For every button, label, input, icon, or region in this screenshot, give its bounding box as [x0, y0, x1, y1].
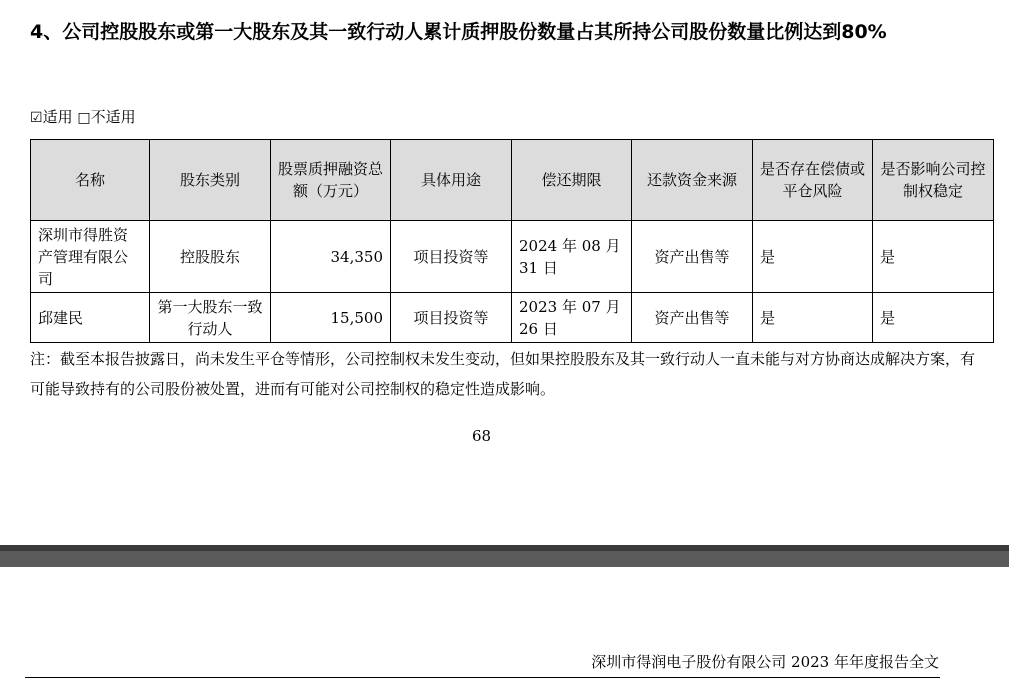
cell-liquidation-risk: 是 — [753, 221, 873, 293]
applicability-options — [30, 106, 136, 129]
cell-shareholder-type: 第一大股东一致行动人 — [150, 293, 271, 343]
table-note: 注：截至本报告披露日，尚未发生平仓等情形，公司控制权未发生变动，但如果控股股东及其一致行动人一直未能与对方协商达成解决方案，有可能导致持有的公司股份被处置，进而有可能对公司控制权的稳定性造成影响。 — [30, 350, 976, 398]
applicable-label: 适用 — [42, 108, 73, 126]
table-row — [31, 221, 994, 293]
cell-shareholder-type: 控股股东 — [150, 221, 271, 293]
header-pledge-amount: 股票质押融资总额（万元） — [271, 140, 391, 221]
cell-purpose: 项目投资等 — [391, 221, 512, 293]
cell-purpose: 项目投资等 — [391, 293, 512, 343]
cell-pledge-amount: 15,500 — [271, 293, 391, 343]
cell-repayment-source: 资产出售等 — [632, 221, 753, 293]
header-repayment-deadline: 偿还期限 — [512, 140, 632, 221]
header-name: 名称 — [31, 140, 150, 221]
cell-liquidation-risk: 是 — [753, 293, 873, 343]
cell-repayment-deadline: 2023 年 07 月 26 日 — [512, 293, 632, 343]
checked-box-icon: ☑ — [30, 110, 43, 126]
header-liquidation-risk: 是否存在偿债或平仓风险 — [753, 140, 873, 221]
pledge-table — [30, 139, 994, 343]
cell-name: 邱建民 — [31, 293, 150, 343]
header-shareholder-type: 股东类别 — [150, 140, 271, 221]
cell-control-impact: 是 — [873, 221, 994, 293]
page-number: 68 — [471, 427, 492, 445]
table-header-row — [31, 140, 994, 221]
header-repayment-source: 还款资金来源 — [632, 140, 753, 221]
not-applicable-label: 不适用 — [90, 108, 136, 126]
footer-rule — [25, 677, 940, 678]
page-divider-bar — [0, 545, 1009, 567]
header-control-impact: 是否影响公司控制权稳定 — [873, 140, 994, 221]
header-purpose: 具体用途 — [391, 140, 512, 221]
table-row — [31, 293, 994, 343]
cell-repayment-deadline: 2024 年 08 月 31 日 — [512, 221, 632, 293]
cell-repayment-source: 资产出售等 — [632, 293, 753, 343]
cell-pledge-amount: 34,350 — [271, 221, 391, 293]
report-footer: 深圳市得润电子股份有限公司 2023 年年度报告全文 — [591, 653, 939, 671]
unchecked-box-icon: □ — [77, 110, 91, 126]
section-heading: 4、公司控股股东或第一大股东及其一致行动人累计质押股份数量占其所持公司股份数量比例达到80% — [30, 21, 887, 43]
cell-name: 深圳市得胜资产管理有限公司 — [31, 221, 150, 293]
cell-control-impact: 是 — [873, 293, 994, 343]
